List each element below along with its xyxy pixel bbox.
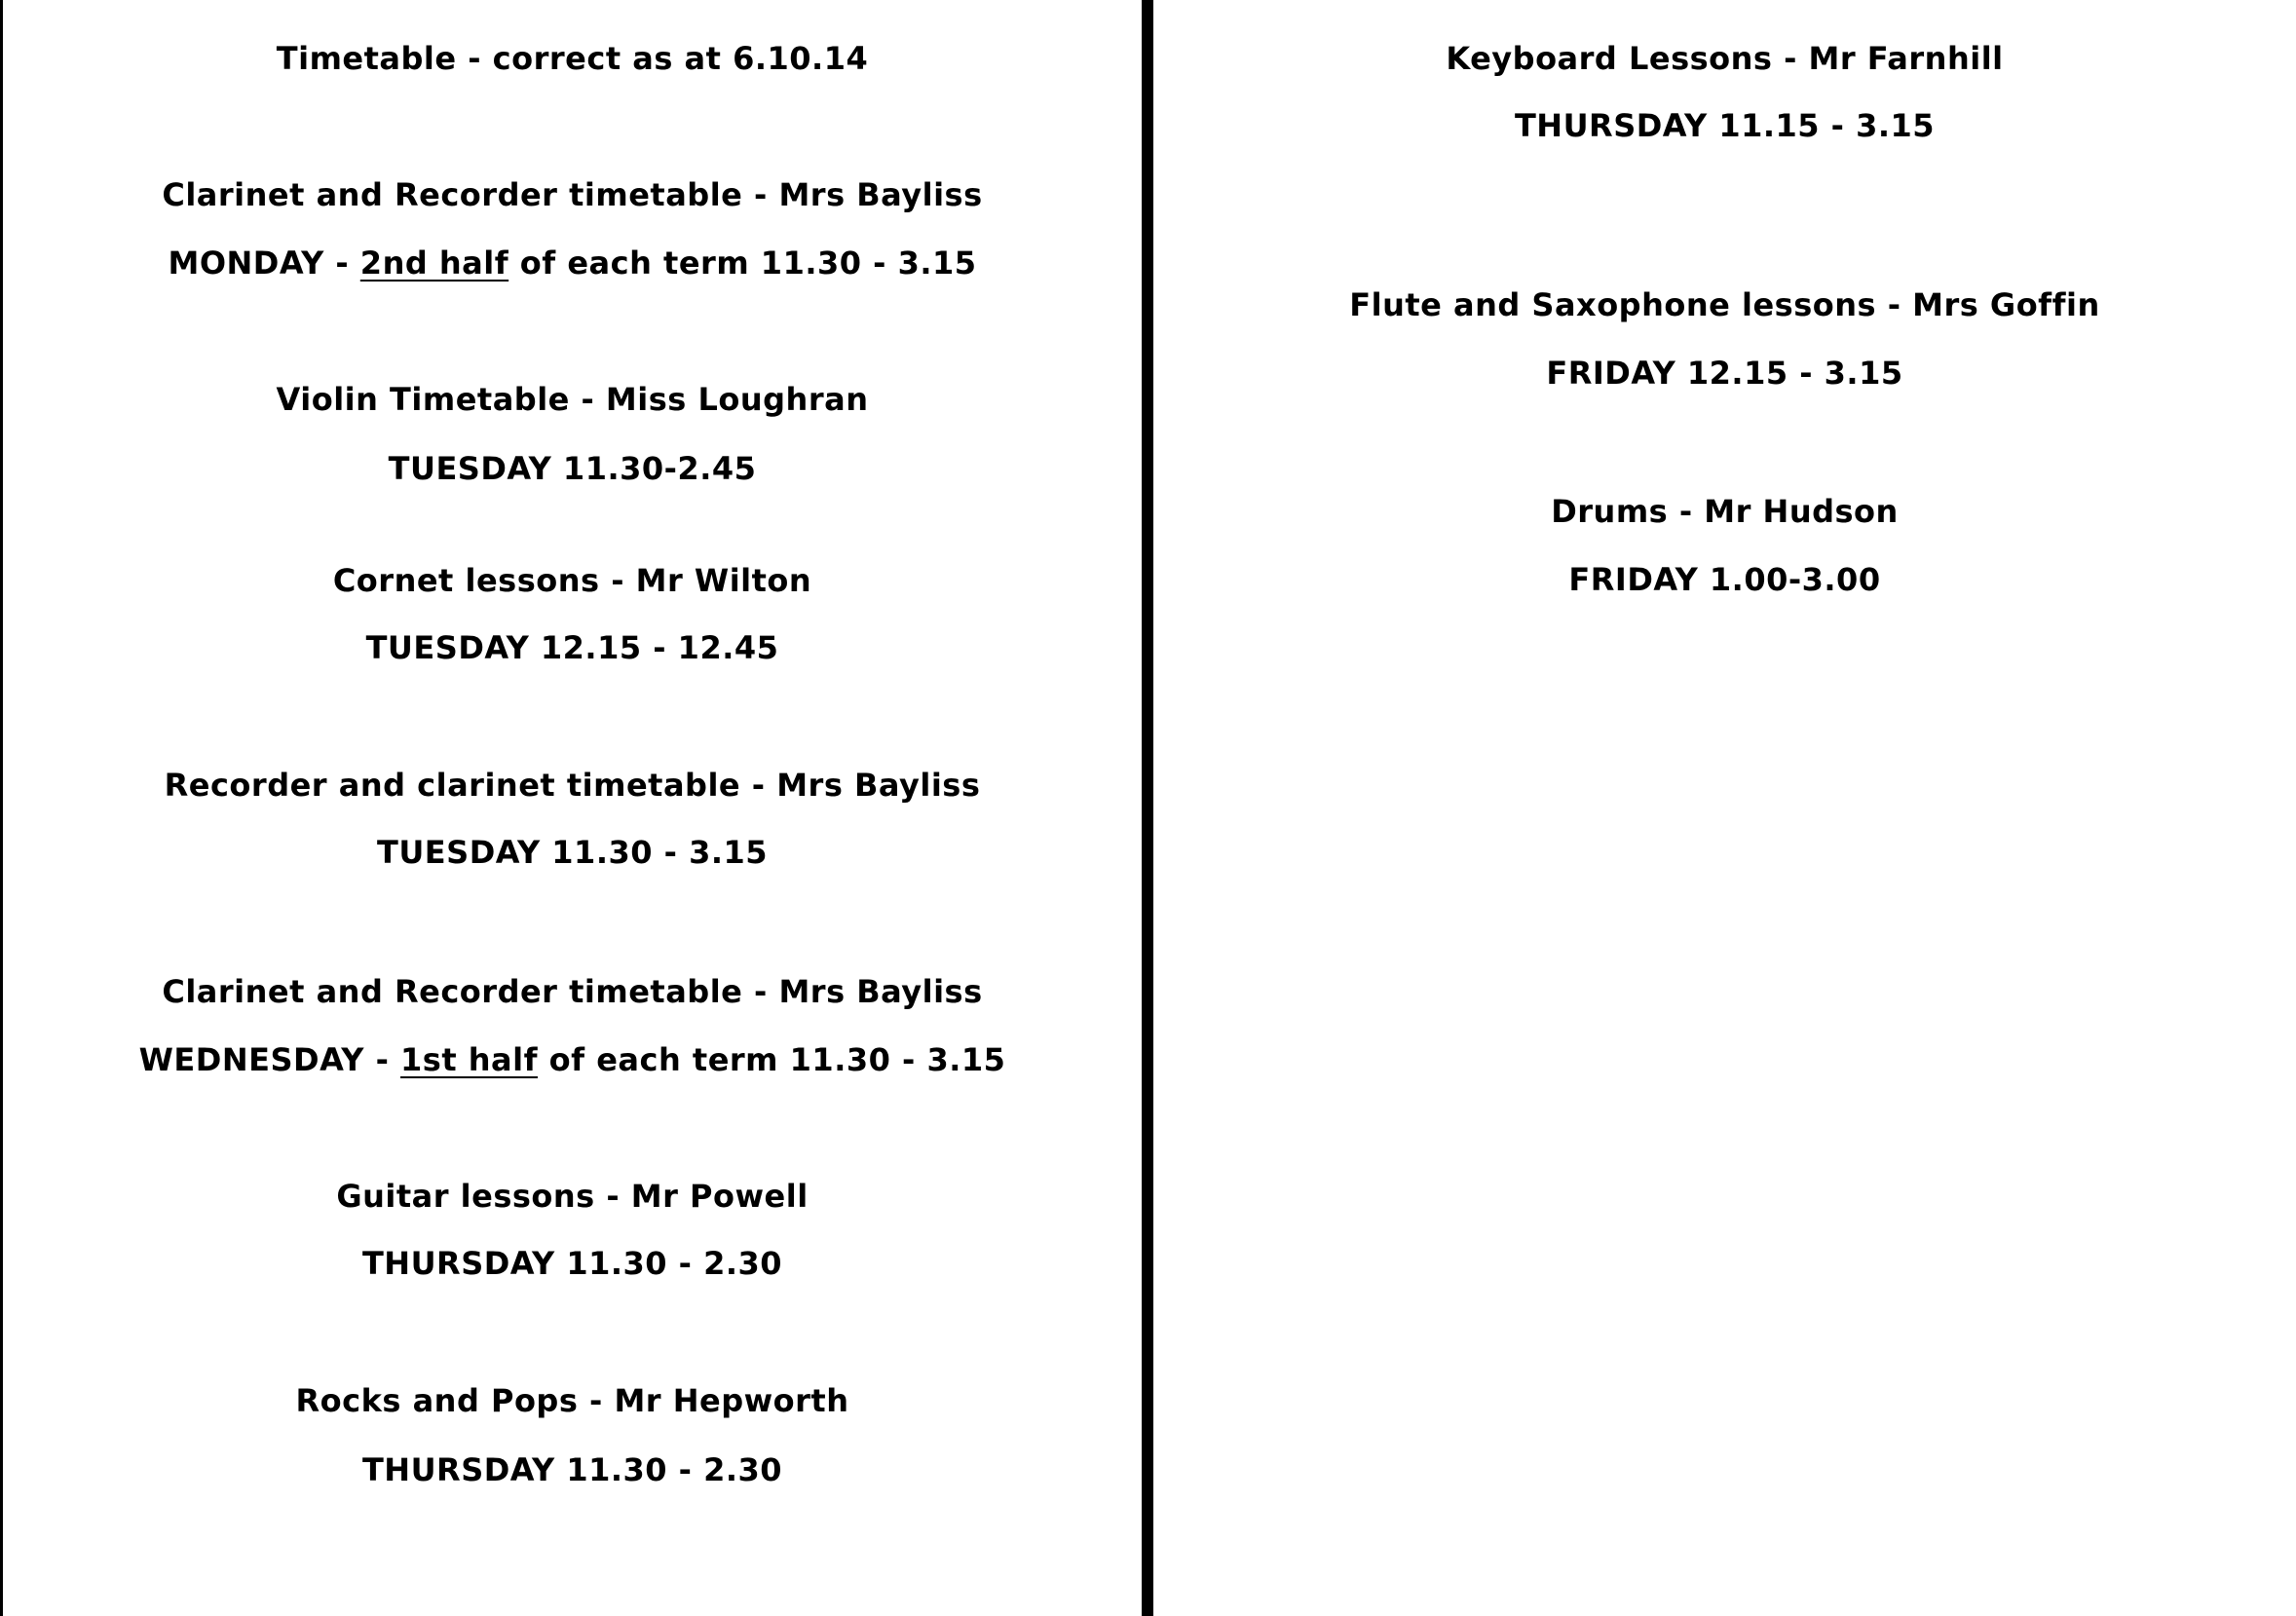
entry-heading-rocks-pops: Rocks and Pops - Mr Hepworth (295, 1382, 849, 1419)
entry-time-violin: TUESDAY 11.30-2.45 (388, 450, 757, 487)
entry-heading-clarinet-recorder-wednesday: Clarinet and Recorder timetable - Mrs Bayliss (162, 973, 983, 1010)
entry-heading-keyboard: Keyboard Lessons - Mr Farnhill (1446, 40, 2004, 77)
entry-time-keyboard: THURSDAY 11.15 - 3.15 (1514, 107, 1936, 144)
entry-time-guitar: THURSDAY 11.30 - 2.30 (361, 1245, 783, 1282)
entry-time-flute-saxophone: FRIDAY 12.15 - 3.15 (1546, 355, 1903, 392)
separator: - (363, 1041, 400, 1078)
entry-time-cornet: TUESDAY 12.15 - 12.45 (365, 629, 779, 666)
entry-heading-clarinet-recorder-monday: Clarinet and Recorder timetable - Mrs Bayliss (162, 176, 983, 213)
right-page (1153, 0, 2296, 1616)
entry-heading-recorder-clarinet-tuesday: Recorder and clarinet timetable - Mrs Bayliss (164, 767, 981, 804)
entry-time-drums: FRIDAY 1.00-3.00 (1568, 561, 1881, 598)
separator: - (323, 244, 360, 282)
time-rest: of each term 11.30 - 3.15 (508, 244, 977, 282)
underlined-term-half: 2nd half (359, 244, 509, 282)
entry-time-monday (3, 244, 1142, 282)
entry-heading-guitar: Guitar lessons - Mr Powell (336, 1178, 809, 1215)
day-label: MONDAY (168, 244, 324, 282)
entry-time-recorder-clarinet-tuesday: TUESDAY 11.30 - 3.15 (376, 834, 769, 871)
entry-heading-violin: Violin Timetable - Miss Loughran (276, 381, 869, 418)
page-title: Timetable - correct as at 6.10.14 (276, 40, 869, 77)
entry-heading-cornet: Cornet lessons - Mr Wilton (332, 562, 812, 599)
entry-time-wednesday (3, 1040, 1142, 1079)
left-page (0, 0, 1142, 1616)
day-label: WEDNESDAY (138, 1041, 364, 1078)
entry-heading-flute-saxophone: Flute and Saxophone lessons - Mrs Goffin (1349, 286, 2100, 323)
page-divider (1142, 0, 1153, 1616)
underlined-term-half: 1st half (400, 1041, 539, 1078)
entry-time-rocks-pops: THURSDAY 11.30 - 2.30 (361, 1451, 783, 1488)
entry-heading-drums: Drums - Mr Hudson (1551, 493, 1899, 530)
time-rest: of each term 11.30 - 3.15 (538, 1041, 1006, 1078)
